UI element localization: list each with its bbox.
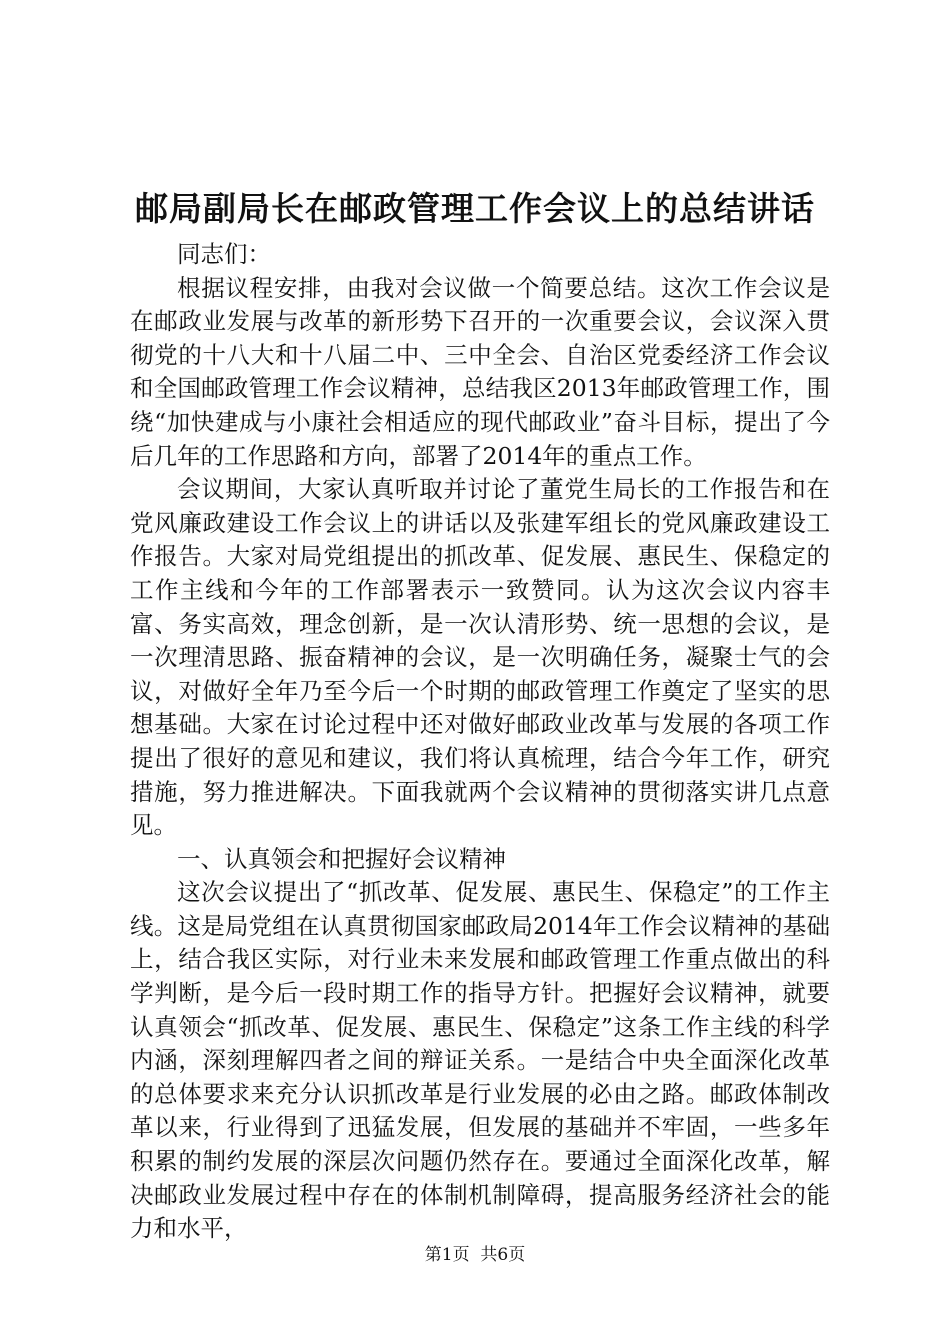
paragraph: 会议期间，大家认真听取并讨论了董党生局长的工作报告和在党风廉政建设工作会议上的讲话以及张建军组长的党风廉政建设工作报告。大家对局党组提出的抓改革、促发展、惠民生、保稳定的工作主线和今年的工作部署表示一致赞同。认为这次会议内容丰富、务实高效，理念创新，是一次认清形势、统一思想的会议，是一次理清思路、振奋精神的会议，是一次明确任务，凝聚士气的会议，对做好全年乃至今后一个时期的邮政管理工作奠定了坚实的思想基础。大家在讨论过程中还对做好邮政业改革与发展的各项工作提出了很好的意见和建议，我们将认真梳理，结合今年工作，研究措施，努力推进解决。下面我就两个会议精神的贯彻落实讲几点意见。 [130,475,830,840]
paragraph: 根据议程安排，由我对会议做一个简要总结。这次工作会议是在邮政业发展与改革的新形势下召开的一次重要会议，会议深入贯彻党的十八大和十八届二中、三中全会、自治区党委经济工作会议和全国邮政管理工作会议精神，总结我区2013年邮政管理工作，围绕“加快建成与小康社会相适应的现代邮政业”奋斗目标，提出了今后几年的工作思路和方向，部署了2014年的重点工作。 [130,273,830,470]
salutation: 同志们： [177,240,271,268]
section-heading: 一、认真领会和把握好会议精神 [177,844,506,873]
document-body [130,238,830,1246]
page-number-footer: 第1页 共6页 [424,1245,526,1265]
document-title: 邮局副局长在邮政管理工作会议上的总结讲话 [135,189,815,228]
paragraph: 这次会议提出了“抓改革、促发展、惠民生、保稳定”的工作主线。这是局党组在认真贯彻国家邮政局2014年工作会议精神的基础上，结合我区实际，对行业未来发展和邮政管理工作重点做出的科学判断，是今后一段时期工作的指导方针。把握好会议精神，就要认真领会“抓改革、促发展、惠民生、保稳定”这条工作主线的科学内涵，深刻理解四者之间的辩证关系。一是结合中央全面深化改革的总体要求来充分认识抓改革是行业发展的必由之路。邮政体制改革以来，行业得到了迅猛发展，但发展的基础并不牢固，一些多年积累的制约发展的深层次问题仍然存在。要通过全面深化改革，解决邮政业发展过程中存在的体制机制障碍，提高服务经济社会的能力和水平， [130,878,830,1243]
